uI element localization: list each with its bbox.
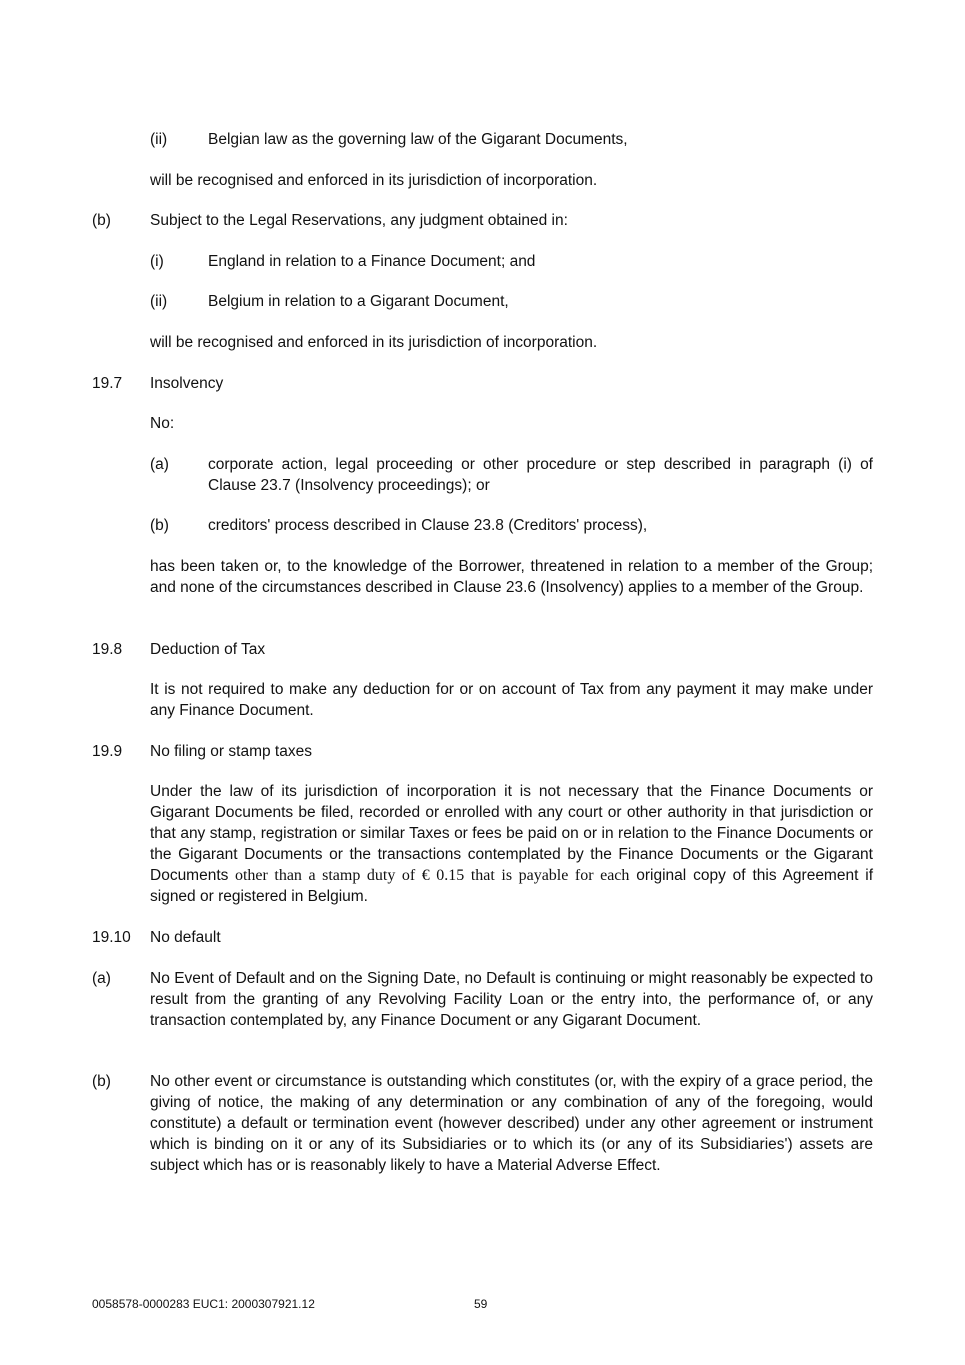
list-item-text: England in relation to a Finance Document; and [208, 253, 536, 270]
list-label-ii: (ii) [150, 131, 168, 148]
paragraph-b: Subject to the Legal Reservations, any judgment obtained in: [150, 212, 568, 229]
section-title: Deduction of Tax [150, 641, 266, 658]
paragraph-text-part: Under the law of its jurisdiction of incorporation it is not necessary that the Finance Documents or Gigarant Documents be filed, recorded or enrolled with any court or other authority in that jurisdiction or that any stamp, registration or similar Taxes or fees be paid on or in relation to the Finance Documents or the Gigarant Documents or the transactions contemplated by the Finance Documents or the Gigarant Documents [150, 783, 873, 884]
list-item-text: Belgian law as the governing law of the Gigarant Documents, [208, 131, 628, 148]
list-label-ii: (ii) [150, 293, 168, 310]
paragraph-text-part: original copy of this Agreement if signed or registered in Belgium. [150, 867, 873, 905]
list-label-b: (b) [150, 517, 169, 534]
section-title: No filing or stamp taxes [150, 743, 312, 760]
list-label-b: (b) [92, 212, 111, 229]
list-item-text: Belgium in relation to a Gigarant Document, [208, 293, 509, 310]
section-title: No default [150, 929, 221, 946]
paragraph-body [150, 781, 873, 907]
list-item-text: No other event or circumstance is outstanding which constitutes (or, with the expiry of a grace period, the giving of notice, the making of any determination or any combination of any of the foregoing, would constitute) a default or termination event (however described) under any other agreement or instrument which is binding on it or any of its Subsidiaries or to which its (or any of its Subsidiaries') assets are subject which has or is reasonably likely to have a Material Adverse Effect. [150, 1073, 873, 1174]
section-number: 19.8 [92, 641, 123, 658]
list-item-text: creditors' process described in Clause 23.8 (Creditors' process), [208, 517, 648, 534]
footer-reference: 0058578-0000283 EUC1: 2000307921.12 [92, 1297, 315, 1311]
paragraph-no: No: [150, 415, 175, 432]
paragraph-closing: has been taken or, to the knowledge of the Borrower, threatened in relation to a member of the Group; and none of the circumstances described in Clause 23.6 (Insolvency) applies to a member of the Group. [150, 558, 873, 596]
section-number: 19.9 [92, 743, 123, 760]
section-number: 19.10 [92, 929, 131, 946]
list-label-b: (b) [92, 1073, 111, 1090]
page-number: 59 [474, 1297, 488, 1311]
paragraph-recognised: will be recognised and enforced in its jurisdiction of incorporation. [150, 172, 598, 189]
list-label-a: (a) [150, 456, 169, 473]
list-item-text: No Event of Default and on the Signing Date, no Default is continuing or might reasonably be expected to result from the granting of any Revolving Facility Loan or the entry into, the performance of, or any transaction contemplated by, any Finance Document or any Gigarant Document. [150, 970, 873, 1029]
list-label-i: (i) [150, 253, 164, 270]
list-item-text: corporate action, legal proceeding or other procedure or step described in paragraph (i) of Clause 23.7 (Insolvency proceedings); or [208, 456, 873, 494]
paragraph-body: It is not required to make any deduction for or on account of Tax from any payment it may make under any Finance Document. [150, 681, 873, 719]
paragraph-text-part: other than a stamp duty of € 0.15 that is payable for each [228, 867, 630, 884]
paragraph-recognised: will be recognised and enforced in its jurisdiction of incorporation. [150, 334, 598, 351]
section-number: 19.7 [92, 375, 123, 392]
list-label-a: (a) [92, 970, 111, 987]
section-title: Insolvency [150, 375, 224, 392]
